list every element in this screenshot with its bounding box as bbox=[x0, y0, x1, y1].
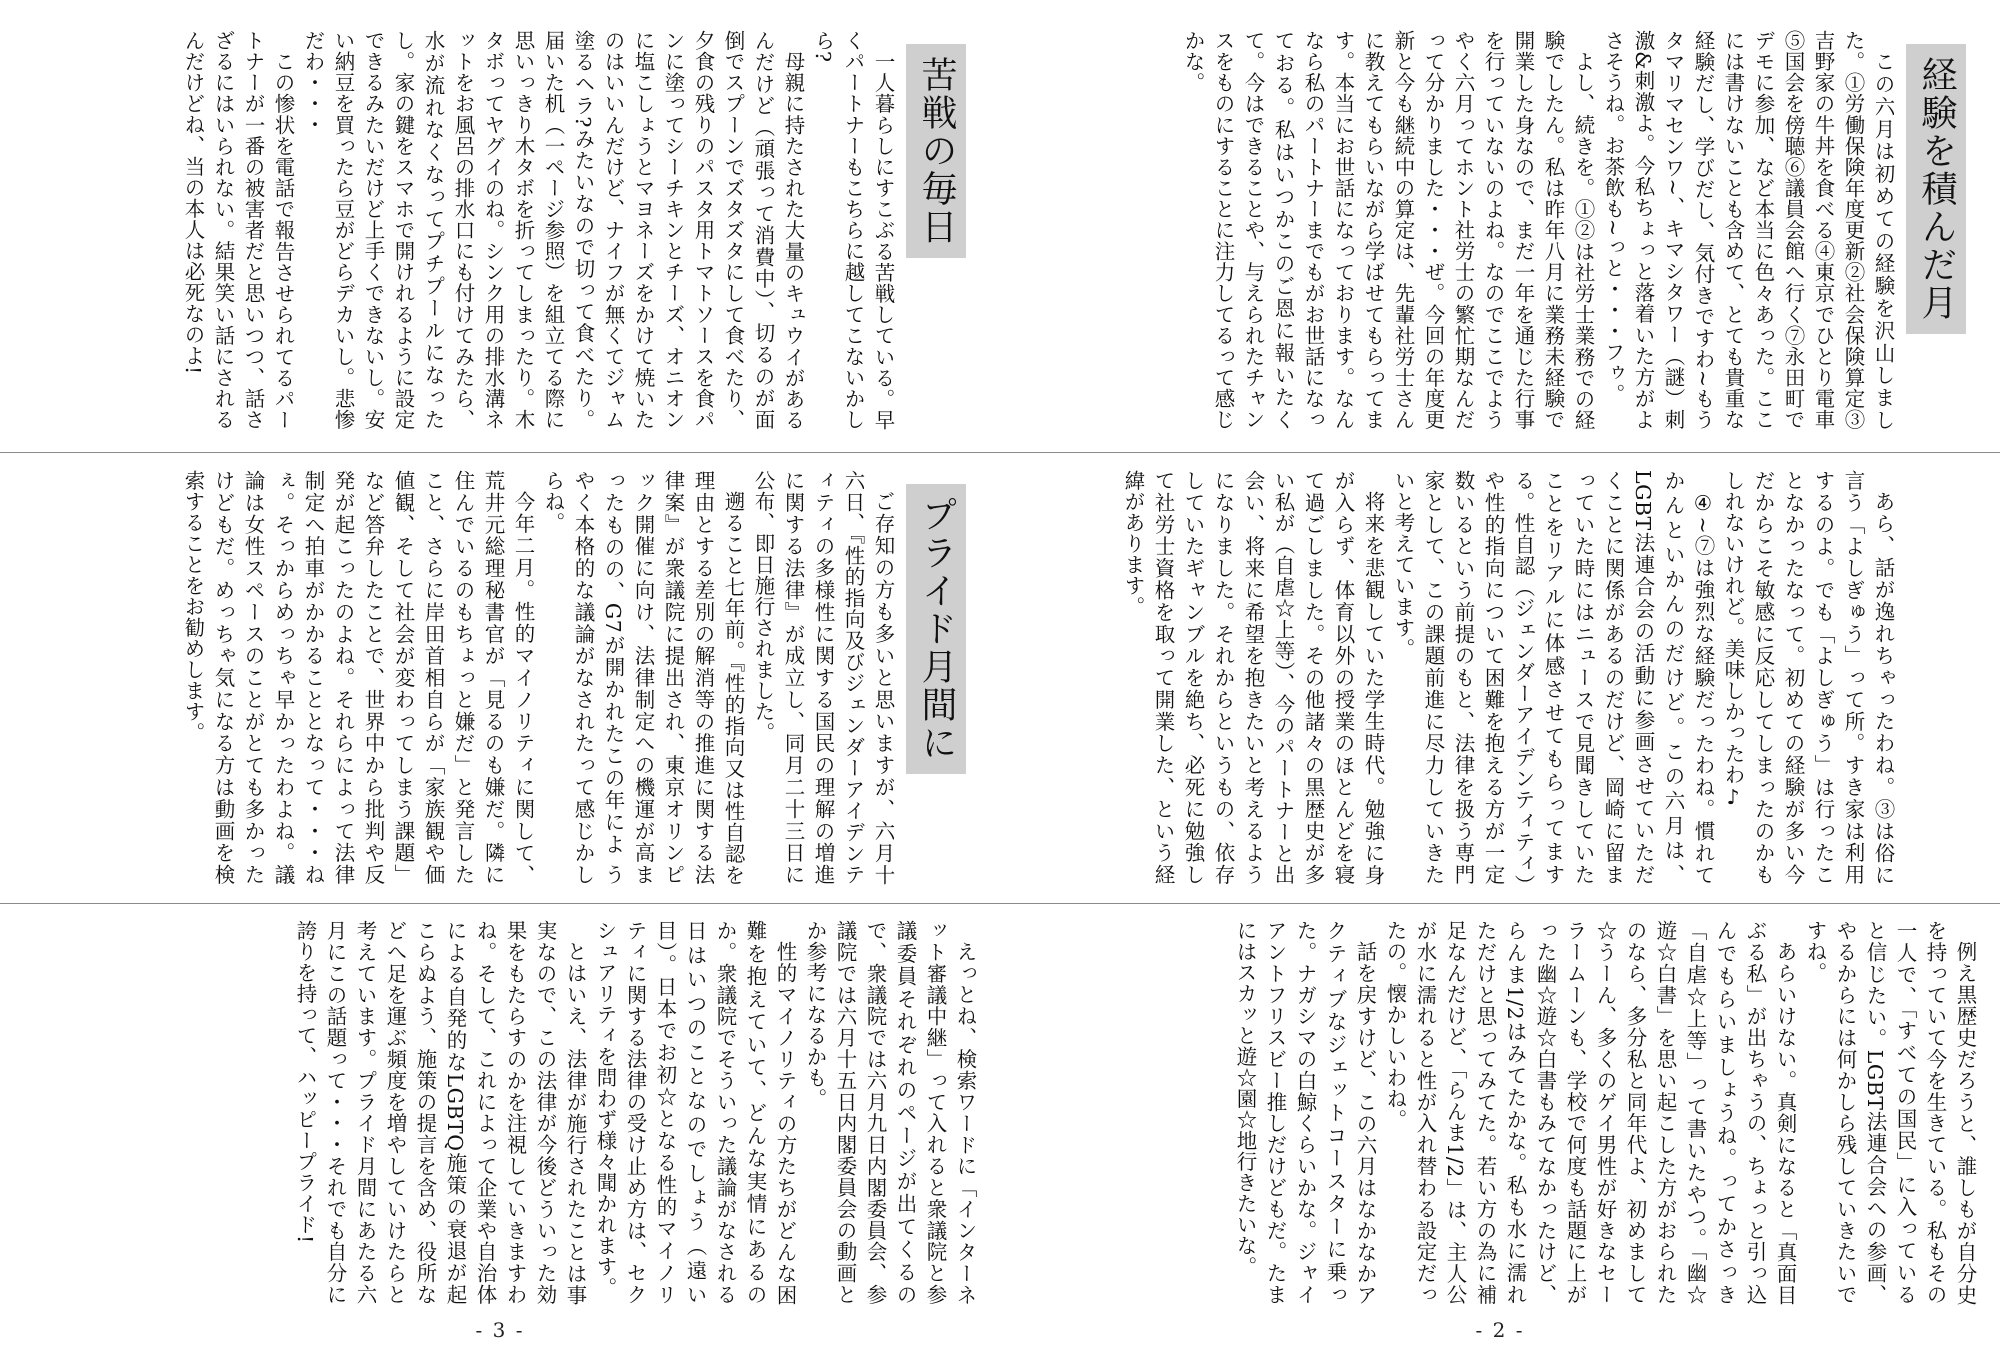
section-divider bbox=[1000, 903, 2000, 904]
paragraph: 一人暮らしにすこぶる苦戦している。早くパートナーもこちらに越してこないかしら? bbox=[811, 30, 895, 430]
paragraph: 将来を悲観していた学生時代。勉強に身が入らず、体育以外の授業のほとんどを寝て過ごしました。その他諸々の黒歴史が多い私が（自虐☆上等）、今のパートナーと出会い、将来に希望を抱きたいと考えるようになりました。それからというもの、依存していたギャンブルを絶ち、必死に勉強して社労士資格を取って開業した、という経緯があります。 bbox=[1121, 470, 1385, 885]
section-divider bbox=[0, 452, 1000, 453]
section-keiken-end bbox=[1020, 920, 1980, 1305]
paragraph: 性的マイノリティの方たちがどんな困難を抱えていて、どんな実情にあるのか。衆議院でそういった議論がなされる日はいつのことなのでしょう（遠い目）。日本でお初☆となる性的マイノリティに関する法律の受け止め方は、セクシュアリティを問わず様々聞かれます。 bbox=[593, 920, 797, 1305]
page-right bbox=[1000, 0, 2000, 1345]
section-body bbox=[30, 920, 980, 1305]
paragraph: 話を戻すけど、この六月はなかなかアクティブなジェットコースターに乗った。ナガシマの白鯨くらいかな。ジャイアントフリスビー推しだけどもだ。たまにはスカッと遊☆園☆地行きたいな。 bbox=[1233, 920, 1377, 1305]
section-divider bbox=[1000, 452, 2000, 453]
section-title: プライド月間に bbox=[906, 484, 966, 774]
section-pride bbox=[20, 470, 980, 885]
section-title: 苦戦の毎日 bbox=[906, 44, 966, 258]
paragraph: 遡ること七年前。『性的指向又は性自認を理由とする差別の解消等の推進に関する法律案』が衆議院に提出され、東京オリンピック開催に向け、法律制定への機運が高まったものの、G7が開かれたこの年によ うやく本格的な議論がなされたって感じかしらね。 bbox=[541, 470, 745, 885]
paragraph: あら、話が逸れちゃったわね。③は俗に言う「よしぎゅう」って所。すき家は利用するのよ。でも「よしぎゅう」は行ったことなかったなって。初めての経験が多い今だからこそ敏感に反応してしまったのかもしれないけれど。美味しかったわ♪ bbox=[1721, 470, 1895, 885]
paragraph: この惨状を電話で報告させられてるパートナーが一番の被害者だと思いつつ、話さざるにはいられない。結果笑い話にされるんだけどね、当の本人は必死なのよ! bbox=[181, 30, 295, 430]
section-body bbox=[28, 30, 898, 430]
paragraph: ④~⑦は強烈な経験だったわね。慣れてかんといかんのだけど。この六月は、LGBT法連合会の活動に参画させていただくことに関係があるのだけど、岡崎に留まっていた時にはニュースで見聞きしていたことをリアルに体感させてもらってまする。性自認（ジェンダーアイデンティティ）や性的指向について困難を抱える方が一定数いるという前提のもと、法律を扱う専門家として、この課題前進に尽力していきたいと考えています。 bbox=[1391, 470, 1715, 885]
page-number: - 3 - bbox=[475, 1318, 525, 1342]
section-body bbox=[1028, 30, 1898, 430]
section-divider bbox=[0, 903, 1000, 904]
paragraph: よし、続きを。①②は社労士業務での経験でしたん。私は昨年八月に業務未経験で開業した身なので、まだ一年を通じた行事を行っていないのよね。なのでここでようやく六月ってホント社労士の繁忙期なんだって分かりました・・・ぜ。今回の年度更新と今も継続中の算定は、先輩社労士さんに教えてもらいながら学ばせてもらってます。本当にお世話になっております。なんなら私のパートナーまでもがお世話になっておる。私はいつかこのご恩に報いたくて。今はできることや、与えられたチャンスをものにすることに注力してるって感じかな。 bbox=[1181, 30, 1595, 430]
paragraph: 母親に持たされた大量のキュウイがあるんだけど（頑張って消費中）、切るのが面倒でスプーンでズタズタにして食べたり、夕食の残りのパスタ用トマトソースを食パンに塗ってシーチキンとチーズ、オニオンに塩こしょうとマヨネーズをかけて焼いたのはいいんだけど、ナイフが無くてジャム塗るヘラ?みたいなので切って食べたり。届いた机（一ページ参照）を組立てる際に思いっきり木タボを折ってしまったり。木タボってヤグイのね。シンク用の排水溝ネットをお風呂の排水口にも付けてみたら、水が流れなくなってプチプールになったし。家の鍵をスマホで開けれるように設定できるみたいだけど上手くできないし。安い納豆を買ったら豆がどらデカいし。悲惨だわ・・・ bbox=[301, 30, 805, 430]
section-body bbox=[28, 470, 898, 885]
section-pride-continued bbox=[20, 920, 980, 1305]
paragraph: 例え黒歴史だろうと、誰しもが自分史を持っていて今を生きている。私もその一人で、「すべての国民」に入っていると信じたい。LGBT法連合会への参画、やるからには何かしら残していきたいですね。 bbox=[1803, 920, 1977, 1305]
section-body bbox=[1028, 470, 1898, 885]
paragraph: 今年二月。性的マイノリティに関して、荒井元総理秘書官が「見るのも嫌だ。隣に住んでいるのもちょっと嫌だ」と発言したこと、さらに岸田首相自らが「家族観や価値観、そして社会が変わってしまう課題」など答弁したことで、世界中から批判や反発が起こったのよね。それらによって法律制定へ拍車がかかることとなって・・・ねぇ。そっからめっちゃ早かったわよね。議論は女性スペースのことがとても多かったけどもだ。めっちゃ気になる方は動画を検索することをお勧めします。 bbox=[181, 470, 535, 885]
section-keiken-continued bbox=[1020, 470, 1980, 885]
section-kusen bbox=[20, 30, 980, 430]
paragraph: ご存知の方も多いと思いますが、六月十六日、『性的指向及びジェンダーアイデンティティの多様性に関する国民の理解の増進に関する法律』が成立し、同月二十三日に公布、即日施行されました。 bbox=[751, 470, 895, 885]
paragraph: とはいえ、法律が施行されたことは事実なので、この法律が今後どういった効果をもたらすのかを注視していきますわね。そして、これによって企業や自治体による自発的なLGBTQ施策の衰退が起こらぬよう、施策の提言を含め、役所などへ足を運ぶ頻度を増やしていけたらと考えています。プライド月間にあたる六月にこの話題って・・・それでも自分に誇りを持って、ハッピープライド! bbox=[293, 920, 587, 1305]
section-title: 経験を積んだ月 bbox=[1906, 44, 1966, 334]
page-number: - 2 - bbox=[1475, 1318, 1525, 1342]
section-keiken bbox=[1020, 30, 1980, 430]
paragraph: あらいけない。真剣になると「真面目ぶる私」が出ちゃうの、ちょっと引っ込んでもらいましょうね。ってかさっき「自虐☆上等」って書いたやつ。「幽☆遊☆白書」を思い起こした方がおられたのなら、多分私と同年代よ、初めまして☆うーん、多くのゲイ男性が好きなセーラームーンも、学校で何度も話題に上がった幽☆遊☆白書もみてなかったけど、らんま1/2はみてたかな。私も水に濡れただけと思ってみてた。若い方の為に補足なんだけど、「らんま1/2」は、主人公が水に濡れると性が入れ替わる設定だったの。懐かしいわね。 bbox=[1383, 920, 1797, 1305]
section-body bbox=[1030, 920, 1980, 1305]
paragraph: えっとね、検索ワードに「インターネット審議中継」って入れると衆議院と参議委員それぞれのページが出てくるので、衆議院では六月九日内閣委員会、参議院では六月十五日内閣委員会の動画とか参考になるかも。 bbox=[803, 920, 977, 1305]
paragraph: この六月は初めての経験を沢山しました。①労働保険年度更新②社会保険算定③吉野家の牛丼を食べる④東京でひとり電車⑤国会を傍聴⑥議員会館へ行く⑦永田町でデモに参加、など本当に色々あった。ここには書けないことも含めて、とても貴重な経験だし、学びだし、気付きですわ~もうタマリマセンワ~、キマシタワー（謎）刺激&刺激よ。今私ちょっと落着いた方がよさそうね。お茶飲も~っと・・・フゥ。 bbox=[1601, 30, 1895, 430]
